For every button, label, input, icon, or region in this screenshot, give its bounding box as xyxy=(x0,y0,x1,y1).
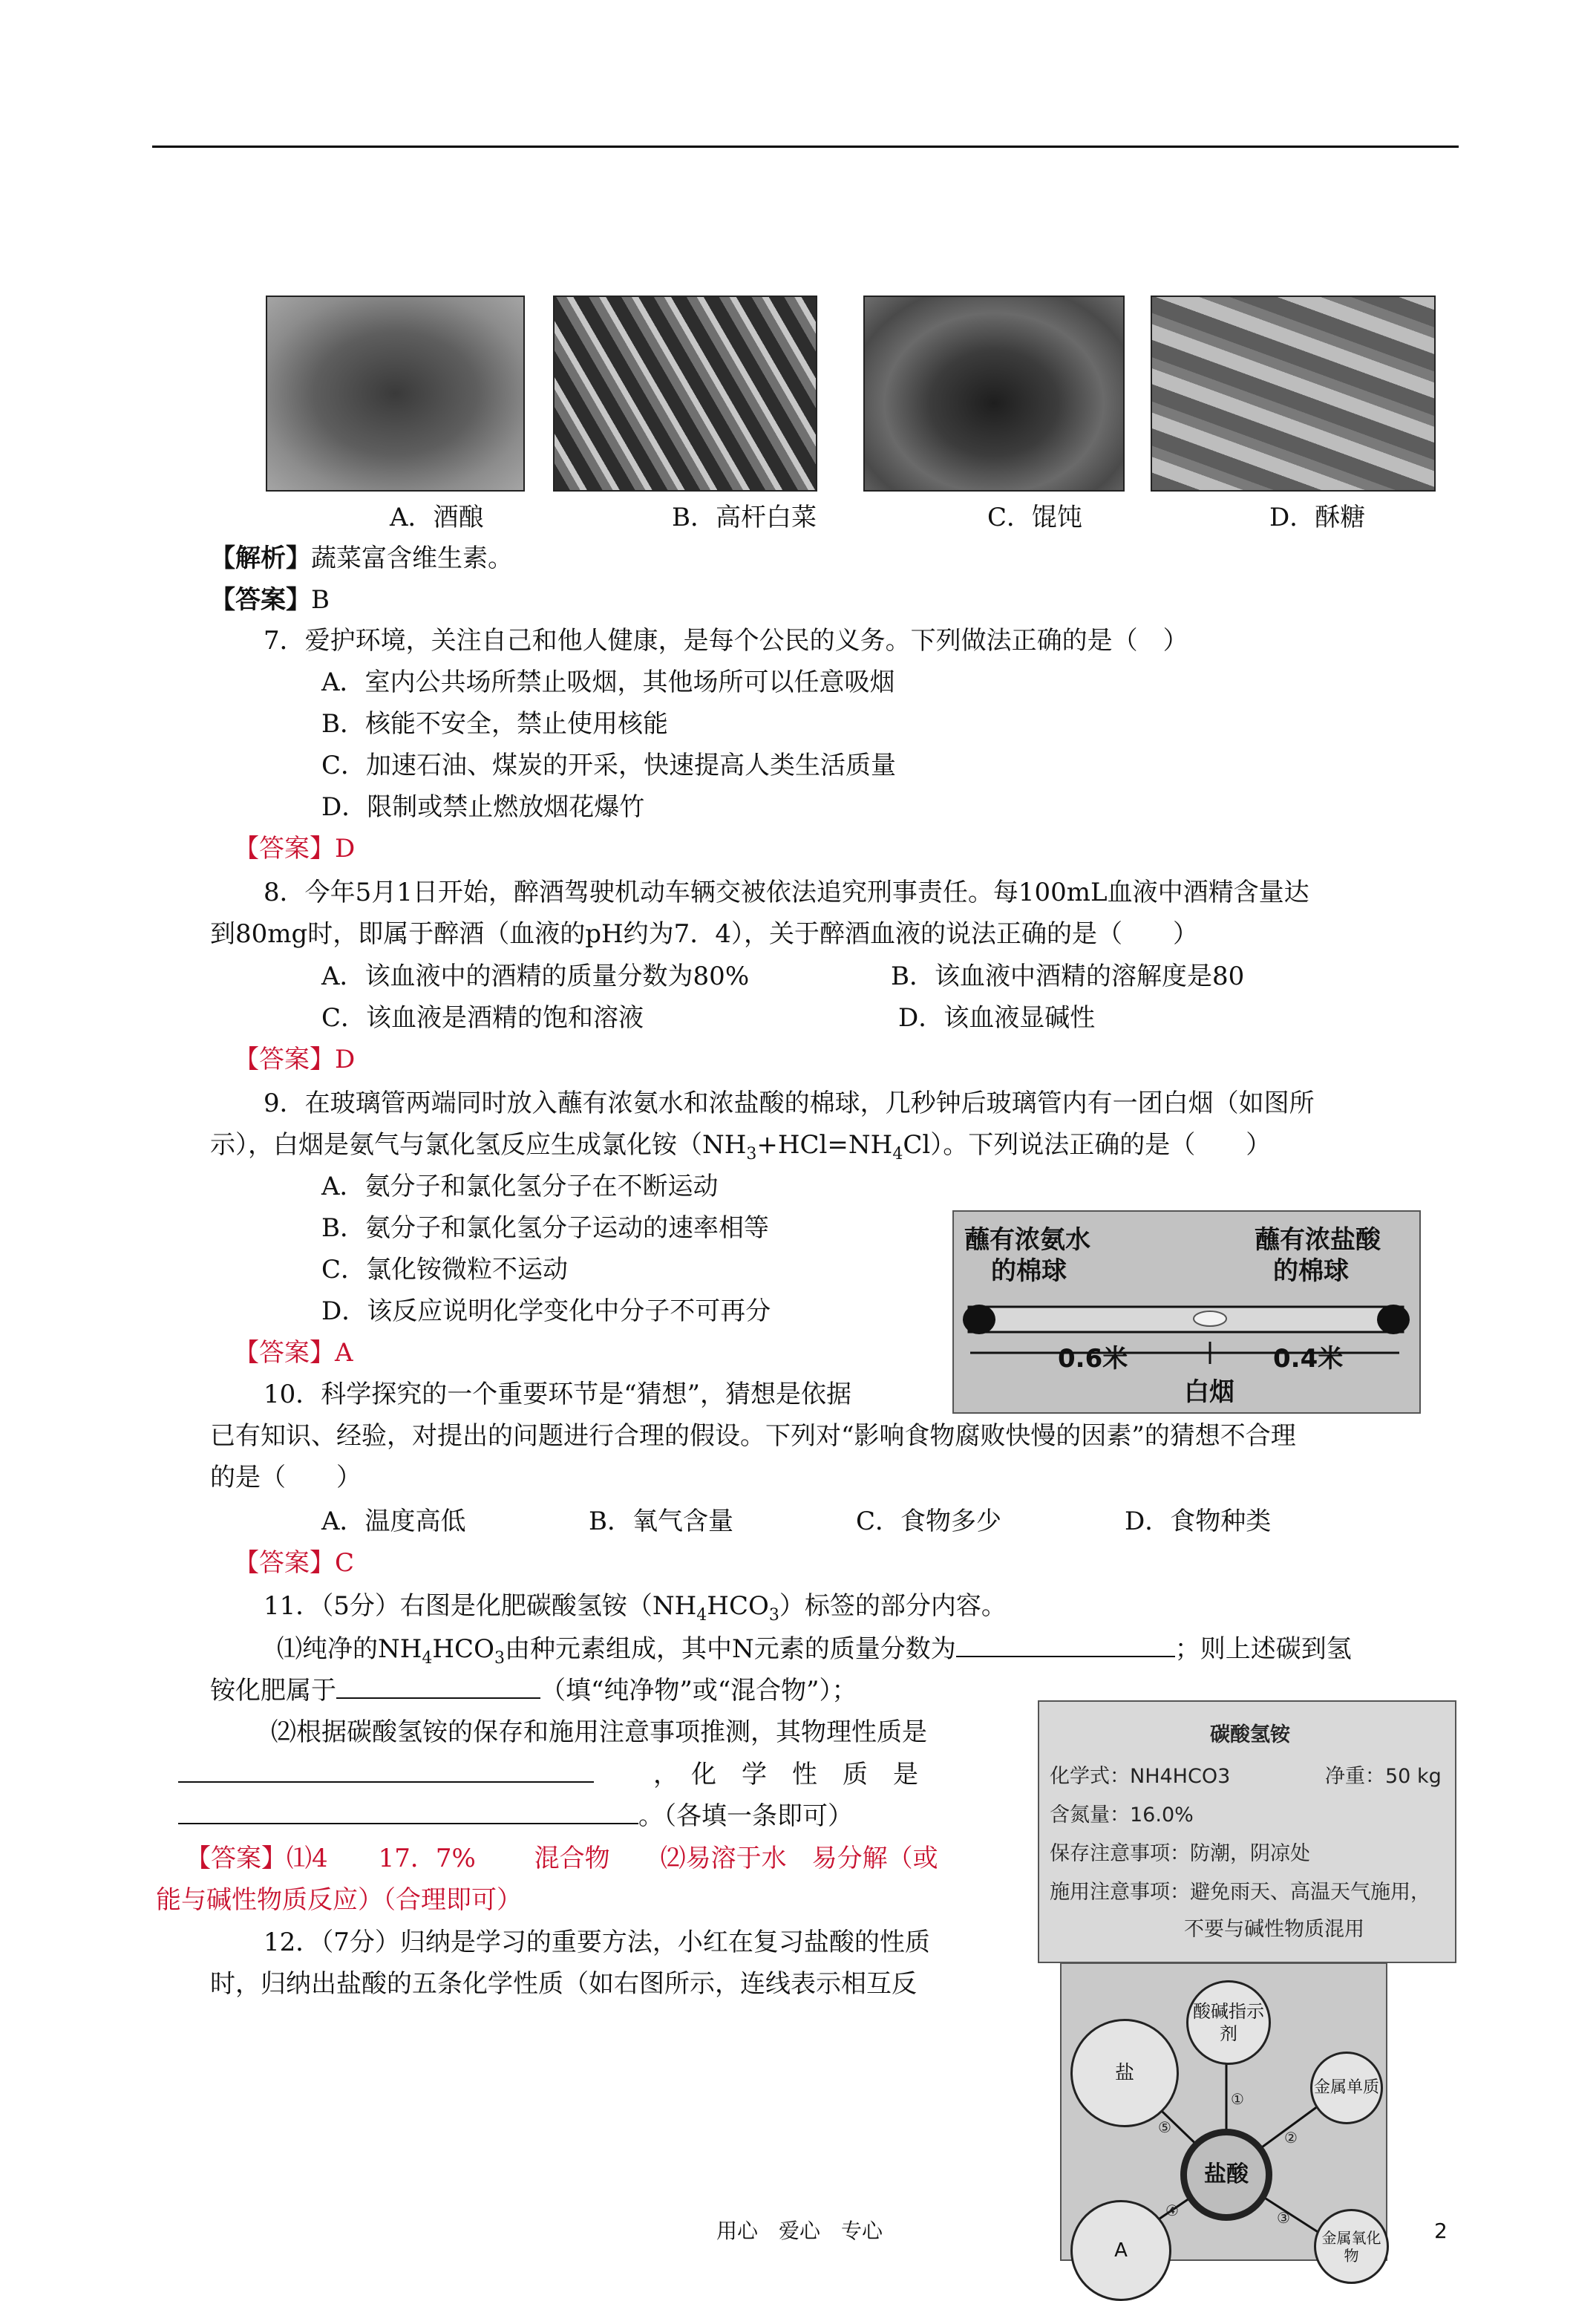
q8-answer: 【答案】D xyxy=(234,1045,356,1074)
caption-b: B．高杆白菜 xyxy=(672,503,817,532)
q10-option-b: B．氧气含量 xyxy=(589,1507,733,1536)
q11-blank-mass-fraction[interactable] xyxy=(956,1633,1175,1657)
q9-stem-1: 9．在玻璃管两端同时放入蘸有浓氨水和浓盐酸的棉球，几秒钟后玻璃管内有一团白烟（如图所 xyxy=(264,1089,1315,1118)
q11-stem-mid: HCO xyxy=(707,1591,769,1621)
glass-tube-figure xyxy=(952,1210,1421,1414)
q11-p1-pre: ⑴纯净的NH xyxy=(277,1634,422,1664)
caption-d: D．酥糖 xyxy=(1269,503,1366,532)
q11-p1-mid: HCO xyxy=(432,1634,494,1664)
q11-p2c: 。（各填一条即可） xyxy=(638,1801,853,1831)
line-number-1: ① xyxy=(1231,2090,1244,2108)
q11-p2b: ， 化 学 性 质 是 xyxy=(653,1760,918,1789)
q7-stem: 7．爱护环境，关注自己和他人健康，是每个公民的义务。下列做法正确的是（ ） xyxy=(264,626,1188,656)
q8-option-d: D．该血液显碱性 xyxy=(898,1003,1096,1033)
right-cotton-ball xyxy=(1377,1305,1410,1334)
q7-answer: 【答案】D xyxy=(234,834,356,864)
q7-option-d: D．限制或禁止燃放烟花爆竹 xyxy=(321,792,645,822)
node-a: A xyxy=(1070,2200,1171,2301)
q11-p1-post: 由种元素组成，其中N元素的质量分数为 xyxy=(504,1634,956,1664)
answer-label: 【答案】 xyxy=(210,585,311,615)
label-usage-1: 施用注意事项：避免雨天、高温天气施用， xyxy=(1050,1881,1430,1904)
node-hydrochloric-acid: 盐酸 xyxy=(1180,2129,1272,2221)
q11-p1-end: ；则上述碳到氢 xyxy=(1174,1634,1352,1664)
q12-stem-1: 12．（7分）归纳是学习的重要方法，小红在复习盐酸的性质 xyxy=(264,1928,930,1957)
fertilizer-label-figure xyxy=(1038,1700,1456,1963)
q11-p1b-pre: 铵化肥属于 xyxy=(210,1676,336,1706)
q11-answer-1: 【答案】⑴4 17．7% 混合物 ⑵易溶于水 易分解（或 xyxy=(186,1844,938,1873)
q7-option-b: B．核能不安全，禁止使用核能 xyxy=(321,709,668,739)
q10-option-d: D．食物种类 xyxy=(1125,1507,1272,1536)
label-net-weight: 净重：50 kg xyxy=(1325,1765,1442,1788)
q10-stem-3: 的是（ ） xyxy=(210,1463,362,1492)
q8-stem-2: 到80mg时，即属于醉酒（血液的pH约为7．4），关于醉酒血液的说法正确的是（ ） xyxy=(210,919,1198,949)
q11-stem-post: ）标签的部分内容。 xyxy=(779,1591,1007,1621)
footer-motto: 用心 爱心 专心 xyxy=(716,2219,883,2243)
line-number-4: ④ xyxy=(1165,2202,1179,2219)
sub-4: 4 xyxy=(422,1648,433,1668)
q11-part-2: ⑵根据碳酸氢铵的保存和施用注意事项推测，其物理性质是 xyxy=(271,1717,927,1747)
node-metal-oxide: 金属氧化物 xyxy=(1314,2209,1389,2284)
rice-wine-photo xyxy=(266,296,525,492)
q7-option-a: A．室内公共场所禁止吸烟，其他场所可以任意吸烟 xyxy=(321,668,895,697)
sub-3: 3 xyxy=(768,1605,779,1625)
q11-stem xyxy=(264,1591,1007,1631)
label-nitrogen: 含氮量：16.0% xyxy=(1050,1804,1194,1827)
line-number-2: ② xyxy=(1284,2129,1298,2147)
q6-answer xyxy=(210,585,330,615)
cabbage-photo xyxy=(553,296,817,492)
q9-stem-2-mid: +HCl=NH xyxy=(756,1130,893,1160)
left-label-2: 的棉球 xyxy=(991,1256,1067,1286)
q8-stem-1: 8．今年5月1日开始，醉酒驾驶机动车辆交被依法追究刑事责任。每100mL血液中酒精含量达 xyxy=(264,878,1309,907)
q10-stem-1: 10．科学探究的一个重要环节是“猜想”，猜想是依据 xyxy=(264,1380,852,1409)
q11-part-2c xyxy=(178,1801,853,1831)
page-number: 2 xyxy=(1434,2219,1448,2243)
left-distance: 0.6米 xyxy=(1058,1344,1128,1374)
q11-blank-physical-property[interactable] xyxy=(178,1759,594,1783)
q12-stem-2: 时，归纳出盐酸的五条化学性质（如右图所示，连线表示相互反 xyxy=(210,1969,917,1999)
left-label-1: 蘸有浓氨水 xyxy=(964,1225,1090,1255)
header-rule xyxy=(152,146,1459,148)
q9-option-a: A．氨分子和氯化氢分子在不断运动 xyxy=(321,1172,719,1201)
smoke-label: 白烟 xyxy=(1184,1377,1234,1407)
label-usage-2: 不要与碱性物质混用 xyxy=(1184,1918,1364,1941)
left-cotton-ball xyxy=(963,1305,995,1334)
q11-answer-2: 能与碱性物质反应）（合理即可） xyxy=(156,1885,522,1915)
hcl-properties-figure xyxy=(1060,1962,1387,2265)
sub-4: 4 xyxy=(892,1144,903,1163)
q9-option-d: D．该反应说明化学变化中分子不可再分 xyxy=(321,1296,771,1326)
q11-blank-substance-type[interactable] xyxy=(336,1675,540,1699)
q11-blank-chemical-property[interactable] xyxy=(178,1801,638,1824)
node-indicator: 酸碱指示剂 xyxy=(1186,1980,1271,2065)
q8-option-c: C．该血液是酒精的饱和溶液 xyxy=(321,1003,644,1033)
q7-option-c: C．加速石油、煤炭的开采，快速提高人类生活质量 xyxy=(321,751,897,780)
q9-stem-2-post: Cl）。下列说法正确的是（ ） xyxy=(903,1130,1272,1160)
candy-photo xyxy=(1151,296,1436,492)
right-distance: 0.4米 xyxy=(1273,1344,1344,1374)
right-label-1: 蘸有浓盐酸 xyxy=(1255,1225,1381,1255)
right-label-2: 的棉球 xyxy=(1273,1256,1349,1286)
q9-option-b: B．氨分子和氯化氢分子运动的速率相等 xyxy=(321,1213,769,1243)
sub-3: 3 xyxy=(746,1144,757,1163)
caption-a: A．酒酿 xyxy=(390,503,484,532)
node-metal: 金属单质 xyxy=(1310,2052,1383,2124)
q10-option-c: C．食物多少 xyxy=(856,1507,1002,1536)
q8-option-a: A．该血液中的酒精的质量分数为80% xyxy=(321,962,750,991)
white-smoke xyxy=(1194,1311,1226,1326)
q11-part-1b xyxy=(210,1675,857,1706)
q6-analysis xyxy=(210,544,513,573)
q9-stem-2 xyxy=(210,1130,1271,1169)
q9-option-c: C．氯化铵微粒不运动 xyxy=(321,1255,569,1285)
analysis-text: 蔬菜富含维生素。 xyxy=(311,544,513,573)
sub-3: 3 xyxy=(494,1648,505,1668)
analysis-label: 【解析】 xyxy=(210,544,311,573)
label-formula: 化学式：NH4HCO3 xyxy=(1050,1765,1231,1788)
q10-option-a: A．温度高低 xyxy=(321,1507,466,1536)
caption-c: C．馄饨 xyxy=(987,503,1083,532)
q9-stem-2-pre: 示），白烟是氨气与氯化氢反应生成氯化铵（NH xyxy=(210,1130,747,1160)
q10-stem-2: 已有知识、经验，对提出的问题进行合理的假设。下列对“影响食物腐败快慢的因素”的猜想不合理 xyxy=(210,1421,1296,1451)
q11-stem-pre: 11．（5分）右图是化肥碳酸氢铵（NH xyxy=(264,1591,697,1621)
q11-part-1 xyxy=(277,1633,1352,1674)
q10-answer: 【答案】C xyxy=(234,1548,355,1578)
label-title: 碳酸氢铵 xyxy=(1210,1723,1290,1746)
q11-part-2b xyxy=(178,1759,918,1789)
sub-4: 4 xyxy=(696,1605,707,1625)
node-salt: 盐 xyxy=(1070,2019,1179,2127)
line-number-3: ③ xyxy=(1277,2209,1290,2227)
line-number-5: ⑤ xyxy=(1158,2118,1171,2136)
answer-text: B xyxy=(311,585,330,615)
q9-answer: 【答案】A xyxy=(234,1338,353,1368)
wonton-photo xyxy=(863,296,1125,492)
q8-option-b: B．该血液中酒精的溶解度是80 xyxy=(891,962,1245,991)
q11-p1b-post: （填“纯净物”或“混合物”）； xyxy=(540,1676,857,1706)
label-storage: 保存注意事项：防潮，阴凉处 xyxy=(1050,1842,1310,1865)
